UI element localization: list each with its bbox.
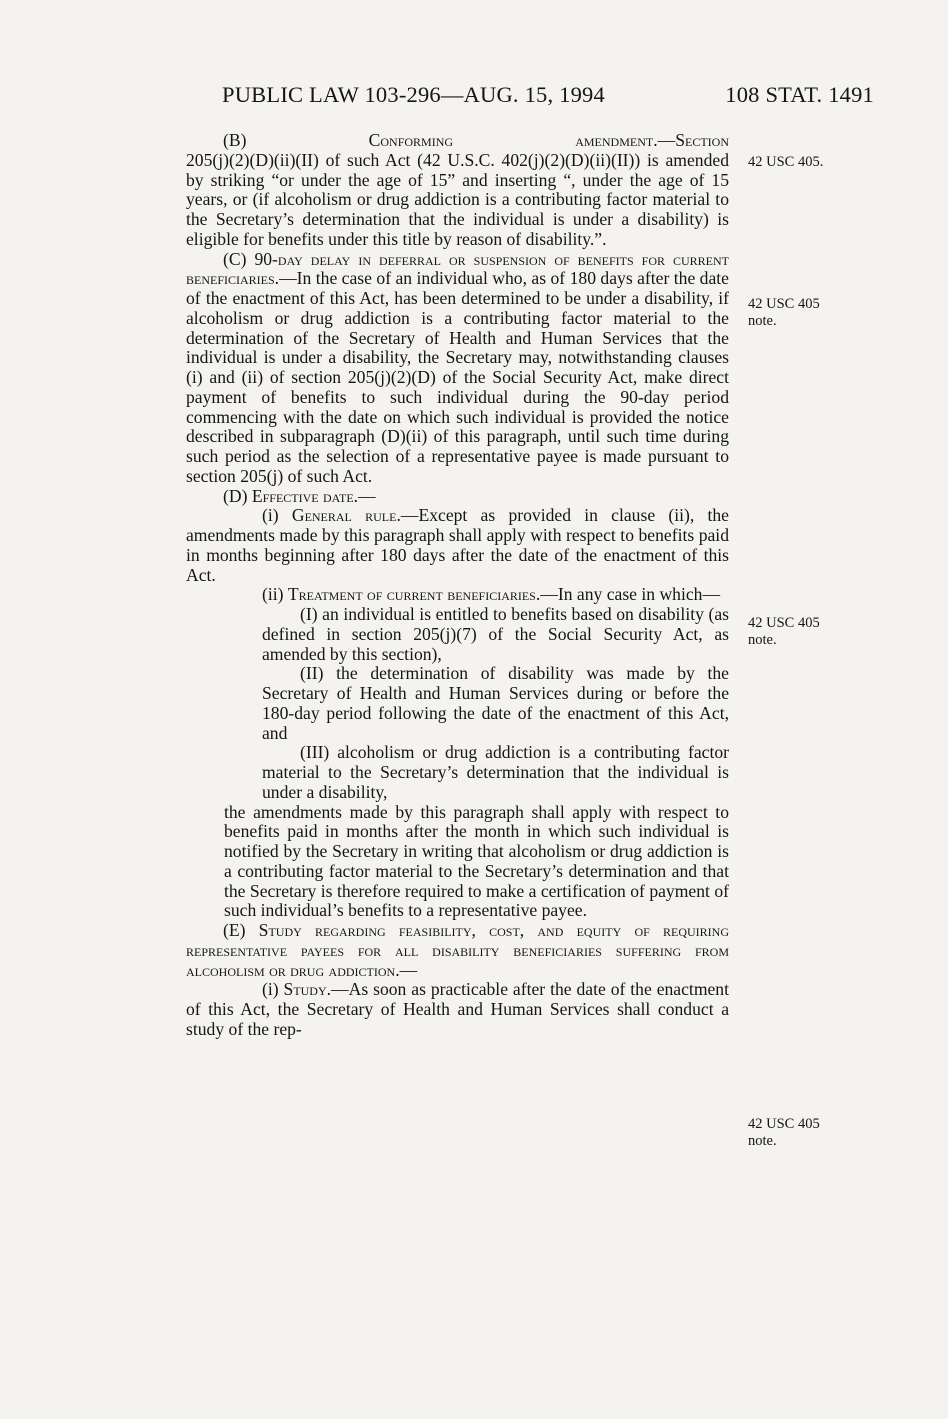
subparagraph-b-heading: (B) Conforming amendment.—Section [223, 130, 729, 150]
margin-note-4: 42 USC 405 note. [748, 1116, 820, 1149]
margin-note-1: 42 USC 405. [748, 154, 824, 170]
subparagraph-d-heading: (D) Effective date.— [223, 485, 376, 506]
margin-note-2: 42 USC 405 note. [748, 296, 820, 329]
subparagraph-b-text: 205(j)(2)(D)(ii)(II) of such Act (42 U.S.C. 402(j)(2)(D)(ii)(II)) is amended by striking “or under the age of 15” and inserting “, under the age of 15 years, or (if alcoholism or drug addiction is a contributing factor material to the Secretary’s determination that the individual is under a disability) is eligible for benefits under this title by reason of disability.”. [186, 149, 729, 249]
statute-text [186, 131, 729, 1040]
clause-d-i: (i) General rule.—Except as provided in clause (ii), the amendments made by this paragraph shall apply with respect to benefits paid in months beginning after 180 days after the date of the enactment of this Act. [186, 505, 729, 585]
law-title: PUBLIC LAW 103-296—AUG. 15, 1994 [222, 82, 605, 107]
subclause-d-ii-I: (I) an individual is entitled to benefits based on disability (as defined in section 205(j)(7) of the Social Security Act, as amended by this section), [262, 604, 729, 664]
margin-note-3: 42 USC 405 note. [748, 615, 820, 648]
clause-e-i: (i) Study.—As soon as practicable after the date of the enactment of this Act, the Secretary of Health and Human Services shall conduct a study of the rep- [186, 979, 729, 1039]
stat-page-number: 108 STAT. 1491 [725, 82, 874, 107]
subparagraph-e-heading: (E) Study regarding feasibility, cost, and equity of requiring representative payees for all disability beneficiaries suffering from alcoholism or drug addiction.— [186, 920, 729, 980]
running-head [222, 82, 874, 112]
subclause-d-ii-III: (III) alcoholism or drug addiction is a contributing factor material to the Secretary’s determination that the individual is under a disability, [262, 742, 729, 802]
subclause-d-ii-II: (II) the determination of disability was made by the Secretary of Health and Human Services during or before the 180-day period following the date of the enactment of this Act, and [262, 663, 729, 743]
subparagraph-c: (C) 90-day delay in deferral or suspension of benefits for current beneficiaries.—In the case of an individual who, as of 180 days after the date of the enactment of this Act, has been determined to be under a disability, if alcoholism or drug addiction is a contributing factor material to the determination of the Secretary of Health and Human Services that the individual is under a disability, the Secretary may, notwithstanding clauses (i) and (ii) of section 205(j)(2)(D) of the Social Security Act, make direct payment of benefits to such individual during the 90-day period commencing with the date on which such individual is provided the notice described in subparagraph (D)(ii) of this paragraph, until such time during such period as the selection of a representative payee is made pursuant to section 205(j) of such Act. [186, 248, 729, 486]
clause-d-ii: (ii) Treatment of current beneficiaries.—In any case in which— [262, 584, 721, 605]
clause-d-ii-tail: the amendments made by this paragraph shall apply with respect to benefits paid in months after the month in which such individual is notified by the Secretary in writing that alcoholism or drug addiction is a contributing factor material to the Secretary’s determination and that the Secretary is therefore required to make a certification of payment of such individual’s benefits to a representative payee. [224, 801, 729, 921]
